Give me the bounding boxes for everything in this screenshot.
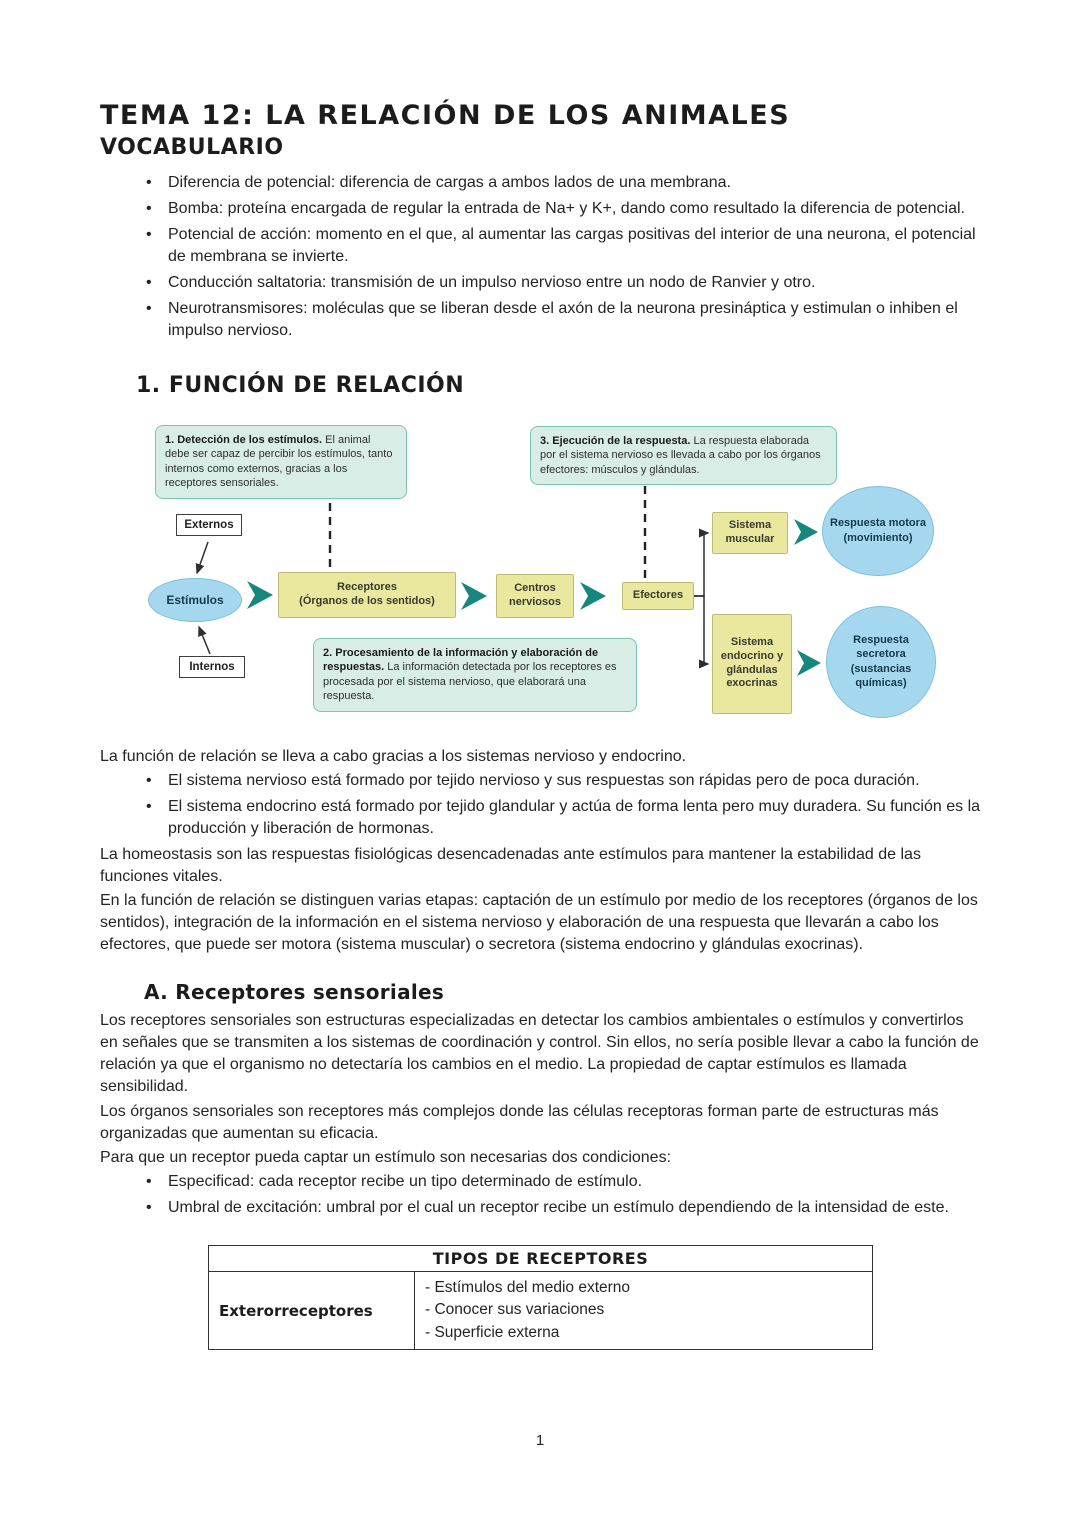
diagram-node-efectores xyxy=(622,582,694,610)
callout-text: El animal debe ser capaz de percibir los estímulos, tanto internos como externos, gracias a los receptores sensoriales. xyxy=(165,433,393,490)
diagram-callout-procesamiento xyxy=(313,638,637,712)
sectionA-heading: A. Receptores sensoriales xyxy=(144,980,445,1005)
sectionA-paragraph: Los receptores sensoriales son estructuras especializadas en detectar los cambios ambientales o estímulos y convertirlos en señales que se transmiten a los sistemas de coordinación y control. Sin ellos, no sería posible llevar a cabo la función de relación ya que el organismo no detectaría los cambios en el medio. La propiedad de captar estímulos es llamada sensibilidad. xyxy=(100,1012,979,1096)
callout-lead: 1. Detección de los estímulos. xyxy=(165,433,323,446)
callout-lead: 3. Ejecución de la respuesta. xyxy=(540,434,691,447)
callout-lead: 2. Procesamiento de la información y elaboración de respuestas. xyxy=(323,646,599,674)
arrow-externos-to-estimulos xyxy=(197,542,208,573)
page-title: TEMA 12: LA RELACIÓN DE LOS ANIMALES xyxy=(100,100,791,131)
chevron-muscular-motora xyxy=(794,519,818,545)
node-label: Respuesta motora xyxy=(830,517,926,530)
vocab-item: • Conducción saltatoria: transmisión de un impulso nervioso entre un nodo de Ranvier y otro. xyxy=(100,272,980,294)
table-value-line: - Conocer sus variaciones xyxy=(425,1301,605,1319)
diagram-node-internos: Internos xyxy=(179,656,245,678)
receptores-table xyxy=(208,1245,873,1350)
page-number: 1 xyxy=(535,1432,545,1449)
chevron-receptores-centros xyxy=(461,582,487,610)
bullet-item: • El sistema endocrino está formado por tejido glandular y actúa de forma lenta pero muy duradera. Su función es la producción y liberación de hormonas. xyxy=(100,796,980,840)
table-title: TIPOS DE RECEPTORES xyxy=(209,1245,873,1271)
node-sublabel: (movimiento) xyxy=(843,531,913,544)
section1-paragraph: En la función de relación se distinguen varias etapas: captación de un estímulo por medio de los receptores (órganos de los sentidos), integración de la información en el sistema nervioso y elaboración de una respuesta que llevarán a cabo los efectores, que puede ser motora (sistema muscular) o secretora (sistema endocrino y glándulas exocrinas). xyxy=(100,892,978,954)
sectionA-paragraph: Para que un receptor pueda captar un estímulo son necesarias dos condiciones: xyxy=(100,1148,672,1166)
chevron-centros-efectores xyxy=(580,582,606,610)
node-label: Respuesta secretora xyxy=(853,633,909,661)
table-row-label: Exterorreceptores xyxy=(209,1271,415,1349)
section1-heading: 1. FUNCIÓN DE RELACIÓN xyxy=(136,372,465,398)
section1-paragraph: La homeostasis son las respuestas fisiológicas desencadenadas ante estímulos para mantener la estabilidad de las funciones vitales. xyxy=(100,845,921,885)
sectionA-paragraph: Los órganos sensoriales son receptores más complejos donde las células receptoras forman parte de estructuras más organizadas que aumentan su eficacia. xyxy=(100,1102,939,1142)
node-label: Estímulos xyxy=(166,592,224,607)
table-header-row xyxy=(209,1245,873,1271)
node-sublabel: (Órganos de los sentidos) xyxy=(299,594,435,607)
table-value-line: - Superficie externa xyxy=(425,1323,560,1341)
callout-text: La información detectada por los receptores es procesada por el sistema nervioso, que elaborará una respuesta. xyxy=(323,661,617,703)
arrow-internos-to-estimulos xyxy=(199,627,210,654)
node-label: Sistema endocrino y glándulas exocrinas xyxy=(720,636,784,690)
diagram-node-centros-nerviosos xyxy=(496,574,574,618)
diagram-node-sistema-muscular xyxy=(712,512,788,554)
arrow-efectores-to-muscular xyxy=(694,533,708,596)
vocab-item: • Diferencia de potencial: diferencia de cargas a ambos lados de una membrana. xyxy=(100,172,980,194)
vocab-list xyxy=(100,172,980,343)
diagram-node-respuesta-secretora xyxy=(826,606,936,718)
bullet-item: • Umbral de excitación: umbral por el cual un receptor recibe un estímulo dependiendo de la intensidad de este. xyxy=(100,1197,980,1219)
vocab-item: • Bomba: proteína encargada de regular la entrada de Na+ y K+, dando como resultado la diferencia de potencial. xyxy=(100,198,980,220)
chevron-estimulos-receptores xyxy=(247,581,273,609)
node-label: Receptores xyxy=(337,580,397,593)
vocab-item: • Neurotransmisores: moléculas que se liberan desde el axón de la neurona presináptica y estimulan o inhiben el impulso nervioso. xyxy=(100,298,980,342)
table-value-line: - Estímulos del medio externo xyxy=(425,1278,631,1296)
diagram-callout-deteccion xyxy=(155,425,407,499)
node-label: Centros nerviosos xyxy=(509,581,561,608)
bullet-item: • Especificad: cada receptor recibe un tipo determinado de estímulo. xyxy=(100,1171,980,1193)
callout-text: La respuesta elaborada por el sistema nervioso es llevada a cabo por los órganos efectores: músculos y glándulas. xyxy=(540,434,821,476)
funcion-relacion-diagram xyxy=(100,420,980,732)
sectionA-bullets xyxy=(100,1171,980,1219)
section1-bullets xyxy=(100,770,980,840)
chevron-endocrino-secretora xyxy=(797,650,821,676)
diagram-node-externos: Externos xyxy=(176,514,242,536)
node-label: Efectores xyxy=(632,588,684,601)
table-row-values xyxy=(415,1271,873,1349)
bullet-item: • El sistema nervioso está formado por tejido nervioso y sus respuestas son rápidas pero de poca duración. xyxy=(100,770,980,792)
section1-paragraph: La función de relación se lleva a cabo gracias a los sistemas nervioso y endocrino. xyxy=(100,747,687,765)
diagram-node-respuesta-motora xyxy=(822,486,934,576)
vocab-heading: VOCABULARIO xyxy=(100,135,284,160)
diagram-callout-ejecucion xyxy=(530,426,837,486)
page-content xyxy=(100,0,980,1350)
vocab-item: • Potencial de acción: momento en el que, al aumentar las cargas positivas del interior de una neurona, el potencial de membrana se invierte. xyxy=(100,224,980,268)
diagram-node-receptores xyxy=(278,572,456,618)
diagram-node-estimulos xyxy=(148,578,242,622)
table-row xyxy=(209,1271,873,1349)
diagram-node-sistema-endocrino xyxy=(712,614,792,714)
arrow-efectores-to-endocrino xyxy=(694,596,708,664)
node-label: Sistema muscular xyxy=(725,518,775,545)
node-sublabel: (sustancias químicas) xyxy=(850,662,912,689)
